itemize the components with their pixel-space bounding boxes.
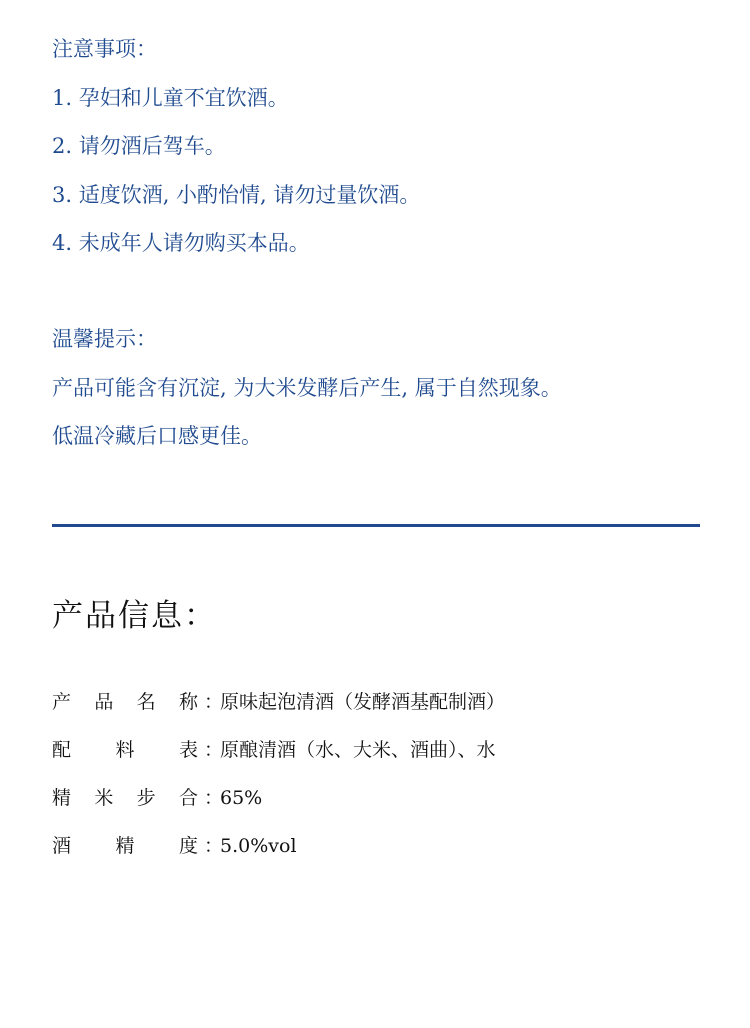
info-label [52, 690, 204, 714]
tips-section [52, 327, 712, 473]
info-value: 5.0%vol [220, 835, 297, 857]
info-value: 原酿清酒（水、大米、酒曲）、水 [220, 739, 496, 761]
notice-item: 4. 未成年人请勿购买本品。 [52, 231, 310, 255]
notice-item: 2. 请勿酒后驾车。 [52, 134, 226, 158]
info-value: 65% [220, 787, 263, 809]
info-label-char: 米 [94, 787, 114, 809]
info-label-char: 酒 [52, 835, 72, 857]
product-info-title: 产品信息： [52, 598, 217, 634]
info-row-polish-ratio [52, 774, 505, 822]
notice-heading: 注意事项： [52, 37, 157, 61]
info-colon: ： [204, 835, 224, 857]
info-row-abv [52, 822, 505, 870]
info-label-char: 名 [136, 691, 156, 713]
info-row-ingredients [52, 726, 505, 774]
info-label-char: 品 [94, 691, 114, 713]
product-info-table [52, 678, 505, 870]
info-colon: ： [204, 691, 224, 713]
info-label [52, 834, 204, 858]
info-colon: ： [204, 787, 224, 809]
info-label-char: 精 [115, 835, 135, 857]
info-value: 原味起泡清酒（发酵酒基配制酒） [220, 691, 506, 713]
info-row-name [52, 678, 505, 726]
notice-item: 3. 适度饮酒, 小酌怡情, 请勿过量饮酒。 [52, 182, 421, 207]
info-label-char: 配 [52, 739, 72, 761]
info-label-char: 表 [178, 739, 198, 761]
info-label-char: 合 [178, 787, 198, 809]
info-label [52, 738, 204, 762]
info-label-char: 精 [52, 787, 72, 809]
tips-line: 低温冷藏后口感更佳。 [52, 424, 262, 448]
info-label-char: 称 [178, 691, 198, 713]
info-label-char: 产 [52, 691, 72, 713]
info-label-char: 步 [136, 787, 156, 809]
tips-heading: 温馨提示： [52, 327, 157, 351]
info-label-char: 料 [115, 739, 135, 761]
notice-item: 1. 孕妇和儿童不宜饮酒。 [52, 85, 289, 110]
tips-line: 产品可能含有沉淀, 为大米发酵后产生, 属于自然现象。 [52, 375, 562, 400]
info-colon: ： [204, 739, 224, 761]
info-label-char: 度 [178, 835, 198, 857]
notice-section [52, 37, 712, 280]
info-label [52, 786, 204, 810]
section-divider [52, 524, 700, 527]
